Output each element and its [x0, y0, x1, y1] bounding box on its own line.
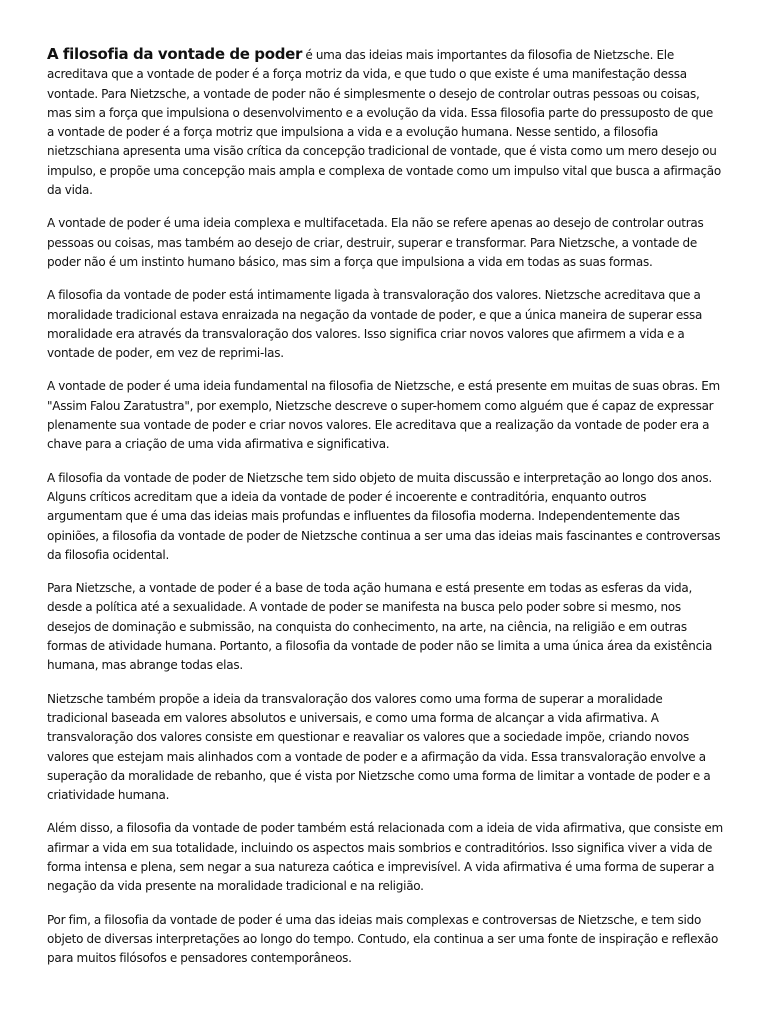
paragraph: Para Nietzsche, a vontade de poder é a base de toda ação humana e está presente em todas as esferas da vida, desde a política até a sexualidade. A vontade de poder se manifesta na busca pelo poder sobre si mesmo, nos desejos de dominação e submissão, na conquista do conhecimento, na arte, na ciência, na religião e em outras formas de atividade humana. Portanto, a filosofia da vontade de poder não se limita a uma única área da existência humana, mas abrange todas elas.	[47, 581, 713, 673]
paragraph-intro-text: é uma das ideias mais importantes da filosofia de Nietzsche. Ele acreditava que a vontade de poder é a força motriz da vida, e que tudo o que existe é uma manifestação dessa vontade. Para Nietzsche, a vontade de poder não é simplesmente o desejo de controlar outras pessoas ou coisas, mas sim a força que impulsiona o desenvolvimento e a evolução da vida. Essa filosofia parte do pressuposto de que a vontade de poder é a força motriz que impulsiona a vida e a evolução humana. Nesse sentido, a filosofia nietzschiana apresenta uma visão crítica da concepção tradicional de vontade, que é vista como um mero desejo ou impulso, e propõe uma concepção mais ampla e complexa de vontade como um impulso vital que busca a afirmação da vida.	[47, 48, 721, 198]
paragraph: A vontade de poder é uma ideia fundamental na filosofia de Nietzsche, e está presente em muitas de suas obras. Em "Assim Falou Zaratustra", por exemplo, Nietzsche descreve o super-homem como alguém que é capaz de expressar plenamente sua vontade de poder e criar novos valores. Ele acreditava que a realização da vontade de poder era a chave para a criação de uma vida afirmativa e significativa.	[47, 379, 720, 452]
paragraph: A filosofia da vontade de poder de Nietzsche tem sido objeto de muita discussão e interpretação ao longo dos anos. Alguns críticos acreditam que a ideia da vontade de poder é incoerente e contraditória, enquanto outros argumentam que é uma das ideias mais profundas e influentes da filosofia moderna. Independentemente das opiniões, a filosofia da vontade de poder de Nietzsche continua a ser uma das ideias mais fascinantes e controversas da filosofia ocidental.	[47, 470, 721, 562]
paragraph: A filosofia da vontade de poder está intimamente ligada à transvaloração dos valores. Nietzsche acreditava que a moralidade tradicional estava enraizada na negação da vontade de poder, e que a única maneira de superar essa moralidade era através da transvaloração dos valores. Isso significa criar novos valores que afirmem a vida e a vontade de poder, em vez de reprimi-las.	[47, 288, 703, 361]
paragraph: Por fim, a filosofia da vontade de poder é uma das ideias mais complexas e controversas de Nietzsche, e tem sido objeto de diversas interpretações ao longo do tempo. Contudo, ela continua a ser uma fonte de inspiração e reflexão para muitos filósofos e pensadores contemporâneos.	[47, 912, 719, 966]
document-body	[47, 45, 723, 982]
document-heading: A filosofia da vontade de poder	[47, 45, 303, 63]
paragraph: Nietzsche também propõe a ideia da transvaloração dos valores como uma forma de superar a moralidade tradicional baseada em valores absolutos e universais, e como uma forma de alcançar a vida afirmativa. A transvaloração dos valores consiste em questionar e reavaliar os valores que a sociedade impõe, criando novos valores que estejam mais alinhados com a vontade de poder e a afirmação da vida. Essa transvaloração envolve a superação da moralidade de rebanho, que é vista por Nietzsche como uma forma de limitar a vontade de poder e a criatividade humana.	[47, 691, 711, 803]
paragraph-intro	[47, 45, 723, 200]
paragraph: A vontade de poder é uma ideia complexa e multifacetada. Ela não se refere apenas ao desejo de controlar outras pessoas ou coisas, mas também ao desejo de criar, destruir, superar e transformar. Para Nietzsche, a vontade de poder não é um instinto humano básico, mas sim a força que impulsiona a vida em todas as suas formas.	[47, 216, 704, 269]
paragraph: Além disso, a filosofia da vontade de poder também está relacionada com a ideia de vida afirmativa, que consiste em afirmar a vida em sua totalidade, incluindo os aspectos mais sombrios e contraditórios. Isso significa viver a vida de forma intensa e plena, sem negar a sua natureza caótica e imprevisível. A vida afirmativa é uma forma de superar a negação da vida presente na moralidade tradicional e na religião.	[47, 821, 723, 894]
